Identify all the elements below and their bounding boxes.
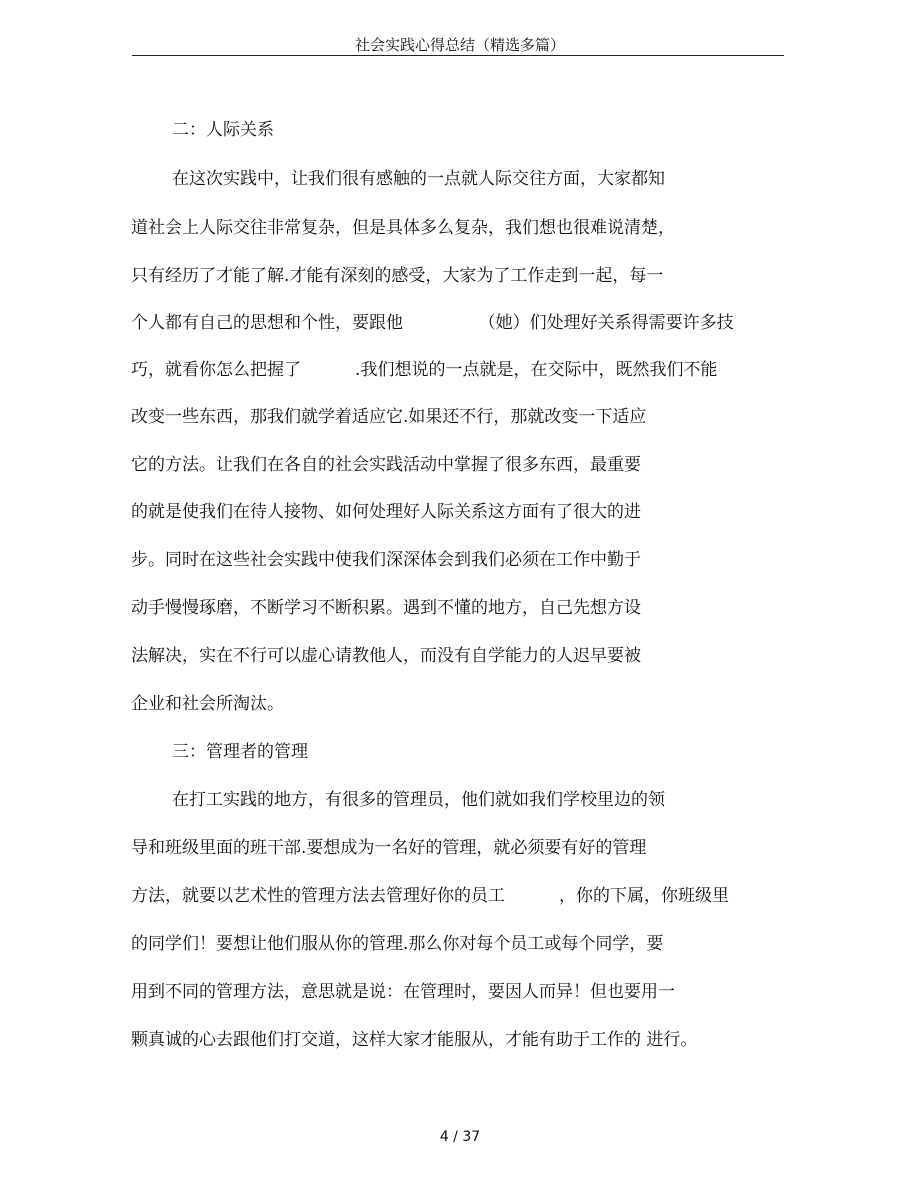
body-line: 在打工实践的地方，有很多的管理员，他们就如我们学校里边的领 [172, 790, 665, 810]
body-line: 企业和社会所淘汰。 [131, 694, 284, 714]
header-rule [132, 55, 784, 56]
body-line: 导和班级里面的班干部.要想成为一名好的管理，就必须要有好的管理 [131, 838, 647, 858]
section-heading: 三：管理者的管理 [172, 742, 308, 762]
body-line: 法解决，实在不行可以虚心请教他人，而没有自学能力的人迟早要被 [131, 646, 641, 666]
body-line: 个人都有自己的思想和个性，要跟他 （她）们处理好关系得需要许多技 [131, 313, 734, 333]
body-line: 它的方法。让我们在各自的社会实践活动中掌握了很多东西，最重要 [131, 455, 641, 475]
body-line: 改变一些东西，那我们就学着适应它.如果还不行，那就改变一下适应 [131, 407, 647, 427]
body-line: 在这次实践中，让我们很有感触的一点就人际交往方面，大家都知 [172, 169, 665, 189]
body-line: 用到不同的管理方法，意思就是说：在管理时，要因人而异！但也要用一 [131, 982, 675, 1002]
body-line: 道社会上人际交往非常复杂，但是具体多么复杂，我们想也很难说清楚， [131, 218, 675, 238]
page-number: 4 / 37 [439, 1129, 481, 1145]
running-header-title: 社会实践心得总结（精选多篇） [354, 36, 565, 54]
body-line: 颗真诚的心去跟他们打交道，这样大家才能服从，才能有助于工作的 进行。 [131, 1030, 698, 1050]
body-line: 的同学们！要想让他们服从你的管理.那么你对每个员工或每个同学，要 [131, 934, 664, 954]
body-line: 动手慢慢琢磨，不断学习不断积累。遇到不懂的地方，自己先想方设 [131, 598, 641, 618]
body-line: 步。同时在这些社会实践中使我们深深体会到我们必须在工作中勤于 [131, 550, 641, 570]
body-line: 方法，就要以艺术性的管理方法去管理好你的员工 ，你的下属，你班级里 [131, 886, 730, 906]
section-heading: 二：人际关系 [172, 120, 274, 140]
body-line: 的就是使我们在待人接物、如何处理好人际关系这方面有了很大的进 [131, 502, 641, 522]
body-line: 巧，就看你怎么把握了 .我们想说的一点就是，在交际中，既然我们不能 [131, 360, 718, 380]
body-line: 只有经历了才能了解.才能有深刻的感受，大家为了工作走到一起，每一 [131, 266, 664, 286]
